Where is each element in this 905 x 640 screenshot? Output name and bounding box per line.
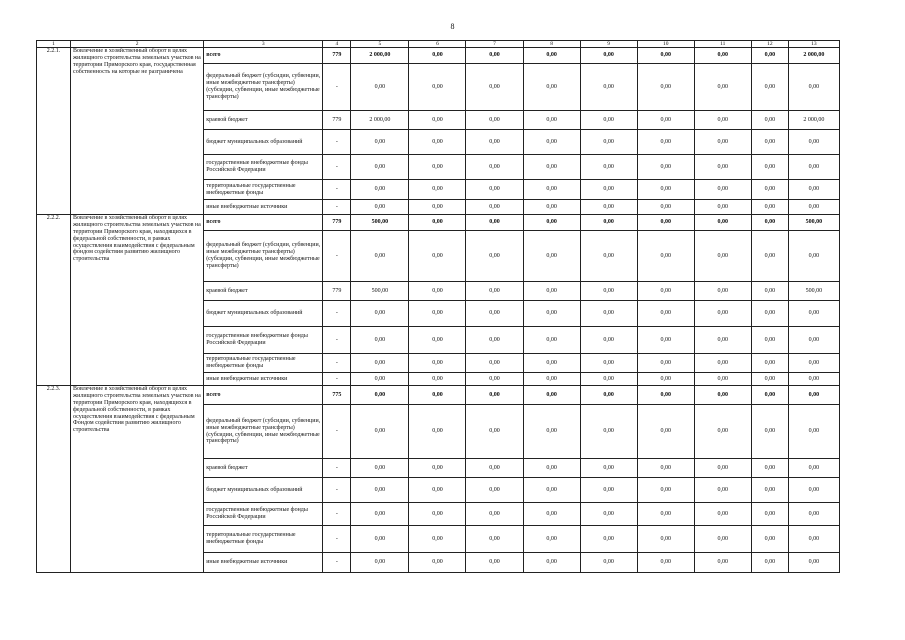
amount-cell: 0,00: [523, 553, 580, 573]
amount-cell: 0,00: [637, 503, 694, 526]
amount-cell: 0,00: [751, 215, 788, 231]
grbs-code: -: [323, 231, 351, 282]
amount-cell: 0,00: [788, 405, 839, 459]
amount-cell: 0,00: [580, 155, 637, 180]
measure-name: Вовлечение в хозяйственный оборот в целях жилищного строительства земельных участков на территории Приморского края, находящихся в федеральной собственности, в рамках осуществления взаимодействия с федеральным Фондом содействия развитию жилищного строительства: [71, 386, 204, 573]
amount-cell: 0,00: [637, 526, 694, 553]
amount-cell: 0,00: [580, 48, 637, 64]
column-number-7: 7: [466, 41, 523, 48]
grbs-code: -: [323, 64, 351, 111]
measure-code: 2.2.3.: [37, 386, 71, 573]
amount-cell: 0,00: [466, 130, 523, 155]
funding-source: территориальные государственные внебюджетные фонды: [204, 180, 323, 200]
funding-source: бюджет муниципальных образований: [204, 130, 323, 155]
amount-cell: 0,00: [409, 503, 466, 526]
table-row: [37, 48, 840, 64]
amount-cell: 0,00: [751, 111, 788, 130]
grbs-code: -: [323, 478, 351, 503]
amount-cell: 0,00: [694, 48, 751, 64]
funding-source: краевой бюджет: [204, 111, 323, 130]
amount-cell: 0,00: [637, 64, 694, 111]
amount-cell: 0,00: [466, 200, 523, 215]
amount-cell: 0,00: [580, 503, 637, 526]
amount-cell: 0,00: [466, 48, 523, 64]
grbs-code: -: [323, 373, 351, 386]
grbs-code: 779: [323, 215, 351, 231]
amount-cell: 0,00: [788, 64, 839, 111]
funding-source: территориальные государственные внебюджетные фонды: [204, 526, 323, 553]
amount-cell: 0,00: [637, 215, 694, 231]
amount-cell: 0,00: [580, 64, 637, 111]
measure-code: 2.2.1.: [37, 48, 71, 215]
amount-cell: 0,00: [351, 301, 409, 327]
amount-cell: 0,00: [788, 526, 839, 553]
amount-cell: 0,00: [694, 354, 751, 373]
amount-cell: 0,00: [751, 459, 788, 478]
header-row: [37, 41, 840, 48]
amount-cell: 2 000,00: [788, 111, 839, 130]
amount-cell: 0,00: [351, 155, 409, 180]
amount-cell: 0,00: [580, 215, 637, 231]
amount-cell: 0,00: [637, 553, 694, 573]
amount-cell: 0,00: [351, 231, 409, 282]
amount-cell: 0,00: [523, 282, 580, 301]
table-row: [37, 386, 840, 405]
amount-cell: 0,00: [751, 155, 788, 180]
column-number-9: 9: [580, 41, 637, 48]
amount-cell: 0,00: [788, 130, 839, 155]
amount-cell: 0,00: [694, 373, 751, 386]
amount-cell: 0,00: [751, 64, 788, 111]
amount-cell: 0,00: [751, 354, 788, 373]
amount-cell: 2 000,00: [788, 48, 839, 64]
amount-cell: 0,00: [409, 282, 466, 301]
amount-cell: 0,00: [580, 282, 637, 301]
column-number-13: 13: [788, 41, 839, 48]
amount-cell: 0,00: [409, 354, 466, 373]
amount-cell: 0,00: [409, 553, 466, 573]
measure-name: Вовлечение в хозяйственный оборот в целях жилищного строительства земельных участков на территории Приморского края, находящихся в федеральной собственности, в рамках осуществления взаимодействия с федеральным фондом содействия развитию жилищного строительства: [71, 215, 204, 386]
grbs-code: 779: [323, 111, 351, 130]
funding-source: краевой бюджет: [204, 459, 323, 478]
column-number-2: 2: [71, 41, 204, 48]
column-number-4: 4: [323, 41, 351, 48]
amount-cell: 0,00: [580, 231, 637, 282]
funding-source: иные внебюджетные источники: [204, 553, 323, 573]
amount-cell: 2 000,00: [351, 48, 409, 64]
amount-cell: 0,00: [637, 373, 694, 386]
amount-cell: 0,00: [466, 282, 523, 301]
amount-cell: 0,00: [580, 180, 637, 200]
amount-cell: 0,00: [637, 111, 694, 130]
column-number-3: 3: [204, 41, 323, 48]
amount-cell: 0,00: [751, 526, 788, 553]
amount-cell: 0,00: [751, 553, 788, 573]
amount-cell: 0,00: [694, 130, 751, 155]
grbs-code: -: [323, 405, 351, 459]
grbs-code: -: [323, 180, 351, 200]
amount-cell: 0,00: [694, 180, 751, 200]
amount-cell: 0,00: [637, 301, 694, 327]
amount-cell: 0,00: [637, 282, 694, 301]
amount-cell: 0,00: [694, 553, 751, 573]
amount-cell: 0,00: [580, 553, 637, 573]
amount-cell: 0,00: [409, 215, 466, 231]
amount-cell: 0,00: [580, 386, 637, 405]
amount-cell: 0,00: [637, 386, 694, 405]
grbs-code: -: [323, 327, 351, 354]
amount-cell: 0,00: [351, 386, 409, 405]
column-number-5: 5: [351, 41, 409, 48]
amount-cell: 0,00: [466, 459, 523, 478]
amount-cell: 0,00: [694, 327, 751, 354]
amount-cell: 0,00: [523, 215, 580, 231]
amount-cell: 0,00: [580, 200, 637, 215]
amount-cell: 0,00: [788, 180, 839, 200]
funding-source: всего: [204, 48, 323, 64]
column-number-11: 11: [694, 41, 751, 48]
amount-cell: 0,00: [694, 526, 751, 553]
amount-cell: 0,00: [694, 301, 751, 327]
amount-cell: 0,00: [788, 327, 839, 354]
grbs-code: -: [323, 459, 351, 478]
amount-cell: 0,00: [751, 478, 788, 503]
amount-cell: 500,00: [788, 282, 839, 301]
column-number-12: 12: [751, 41, 788, 48]
amount-cell: 0,00: [351, 180, 409, 200]
amount-cell: 0,00: [409, 155, 466, 180]
funding-source: федеральный бюджет (субсидии, субвенции, иные межбюджетные трансферты) (субсидии, субвенции, иные межбюджетные трансферты): [204, 405, 323, 459]
funding-source: государственные внебюджетные фонды Российской Федерации: [204, 155, 323, 180]
amount-cell: 0,00: [466, 478, 523, 503]
amount-cell: 2 000,00: [351, 111, 409, 130]
amount-cell: 0,00: [580, 111, 637, 130]
amount-cell: 0,00: [580, 354, 637, 373]
amount-cell: 0,00: [523, 64, 580, 111]
amount-cell: 0,00: [580, 459, 637, 478]
funding-source: федеральный бюджет (субсидии, субвенции, иные межбюджетные трансферты) (субсидии, субвенции, иные межбюджетные трансферты): [204, 64, 323, 111]
amount-cell: 0,00: [523, 180, 580, 200]
amount-cell: 0,00: [694, 200, 751, 215]
amount-cell: 0,00: [637, 354, 694, 373]
amount-cell: 0,00: [580, 526, 637, 553]
amount-cell: 0,00: [694, 282, 751, 301]
funding-source: федеральный бюджет (субсидии, субвенции, иные межбюджетные трансферты) (субсидии, субвенции, иные межбюджетные трансферты): [204, 231, 323, 282]
amount-cell: 0,00: [694, 231, 751, 282]
amount-cell: 0,00: [409, 64, 466, 111]
amount-cell: 0,00: [788, 200, 839, 215]
amount-cell: 0,00: [637, 130, 694, 155]
amount-cell: 0,00: [751, 200, 788, 215]
amount-cell: 0,00: [637, 200, 694, 215]
amount-cell: 0,00: [751, 282, 788, 301]
amount-cell: 0,00: [409, 180, 466, 200]
grbs-code: -: [323, 503, 351, 526]
amount-cell: 0,00: [351, 526, 409, 553]
funding-source: бюджет муниципальных образований: [204, 478, 323, 503]
amount-cell: 0,00: [351, 64, 409, 111]
amount-cell: 0,00: [466, 215, 523, 231]
funding-source: всего: [204, 215, 323, 231]
funding-source: иные внебюджетные источники: [204, 200, 323, 215]
amount-cell: 0,00: [466, 301, 523, 327]
amount-cell: 0,00: [580, 301, 637, 327]
amount-cell: 0,00: [523, 526, 580, 553]
grbs-code: -: [323, 130, 351, 155]
amount-cell: 0,00: [694, 405, 751, 459]
amount-cell: 0,00: [409, 48, 466, 64]
amount-cell: 0,00: [466, 503, 523, 526]
amount-cell: 0,00: [409, 459, 466, 478]
grbs-code: 779: [323, 48, 351, 64]
amount-cell: 0,00: [523, 48, 580, 64]
amount-cell: 0,00: [351, 553, 409, 573]
funding-source: территориальные государственные внебюджетные фонды: [204, 354, 323, 373]
amount-cell: 0,00: [751, 373, 788, 386]
amount-cell: 0,00: [580, 405, 637, 459]
amount-cell: 0,00: [751, 405, 788, 459]
amount-cell: 0,00: [637, 327, 694, 354]
funding-source: иные внебюджетные источники: [204, 373, 323, 386]
amount-cell: 0,00: [466, 553, 523, 573]
amount-cell: 0,00: [637, 459, 694, 478]
amount-cell: 0,00: [466, 354, 523, 373]
funding-source: всего: [204, 386, 323, 405]
amount-cell: 0,00: [351, 130, 409, 155]
amount-cell: 0,00: [523, 111, 580, 130]
amount-cell: 0,00: [351, 503, 409, 526]
amount-cell: 0,00: [523, 155, 580, 180]
amount-cell: 0,00: [523, 200, 580, 215]
amount-cell: 0,00: [466, 64, 523, 111]
column-number-1: 1: [37, 41, 71, 48]
grbs-code: -: [323, 301, 351, 327]
amount-cell: 0,00: [751, 301, 788, 327]
grbs-code: -: [323, 526, 351, 553]
amount-cell: 0,00: [466, 405, 523, 459]
amount-cell: 0,00: [523, 301, 580, 327]
amount-cell: 0,00: [523, 327, 580, 354]
amount-cell: 0,00: [580, 373, 637, 386]
grbs-code: -: [323, 200, 351, 215]
amount-cell: 0,00: [637, 231, 694, 282]
amount-cell: 0,00: [751, 48, 788, 64]
amount-cell: 0,00: [580, 327, 637, 354]
amount-cell: 0,00: [409, 301, 466, 327]
amount-cell: 500,00: [351, 282, 409, 301]
amount-cell: 0,00: [409, 111, 466, 130]
amount-cell: 0,00: [637, 478, 694, 503]
amount-cell: 0,00: [788, 553, 839, 573]
amount-cell: 500,00: [351, 215, 409, 231]
amount-cell: 0,00: [523, 503, 580, 526]
amount-cell: 0,00: [637, 405, 694, 459]
amount-cell: 0,00: [466, 111, 523, 130]
measure-name: Вовлечение в хозяйственный оборот в целях жилищного строительства земельных участков на территории Приморского края, государственная собственность на которые не разграничена: [71, 48, 204, 215]
amount-cell: 0,00: [523, 478, 580, 503]
amount-cell: 0,00: [751, 231, 788, 282]
amount-cell: 0,00: [409, 478, 466, 503]
amount-cell: 0,00: [523, 354, 580, 373]
amount-cell: 0,00: [788, 373, 839, 386]
column-number-10: 10: [637, 41, 694, 48]
amount-cell: 0,00: [351, 200, 409, 215]
amount-cell: 0,00: [694, 459, 751, 478]
amount-cell: 0,00: [409, 231, 466, 282]
funding-source: государственные внебюджетные фонды Российской Федерации: [204, 503, 323, 526]
amount-cell: 0,00: [751, 327, 788, 354]
budget-table: [36, 40, 840, 573]
amount-cell: 0,00: [751, 130, 788, 155]
amount-cell: 0,00: [694, 503, 751, 526]
column-number-6: 6: [409, 41, 466, 48]
page-number: 8: [450, 22, 455, 31]
amount-cell: 0,00: [788, 155, 839, 180]
amount-cell: 0,00: [466, 327, 523, 354]
amount-cell: 0,00: [523, 405, 580, 459]
amount-cell: 0,00: [694, 386, 751, 405]
amount-cell: 0,00: [788, 503, 839, 526]
amount-cell: 0,00: [637, 180, 694, 200]
amount-cell: 0,00: [351, 327, 409, 354]
amount-cell: 0,00: [751, 503, 788, 526]
amount-cell: 0,00: [466, 231, 523, 282]
measure-code: 2.2.2.: [37, 215, 71, 386]
amount-cell: 0,00: [694, 478, 751, 503]
amount-cell: 0,00: [788, 301, 839, 327]
funding-source: краевой бюджет: [204, 282, 323, 301]
amount-cell: 0,00: [409, 200, 466, 215]
amount-cell: 0,00: [637, 48, 694, 64]
amount-cell: 0,00: [409, 386, 466, 405]
amount-cell: 0,00: [466, 373, 523, 386]
amount-cell: 0,00: [580, 478, 637, 503]
amount-cell: 0,00: [751, 180, 788, 200]
amount-cell: 0,00: [409, 130, 466, 155]
grbs-code: 775: [323, 386, 351, 405]
amount-cell: 0,00: [788, 231, 839, 282]
amount-cell: 0,00: [523, 459, 580, 478]
amount-cell: 0,00: [523, 231, 580, 282]
funding-source: бюджет муниципальных образований: [204, 301, 323, 327]
amount-cell: 0,00: [580, 130, 637, 155]
amount-cell: 0,00: [694, 215, 751, 231]
amount-cell: 0,00: [351, 405, 409, 459]
amount-cell: 0,00: [523, 373, 580, 386]
grbs-code: -: [323, 354, 351, 373]
column-number-8: 8: [523, 41, 580, 48]
amount-cell: 0,00: [788, 478, 839, 503]
amount-cell: 0,00: [466, 180, 523, 200]
amount-cell: 0,00: [409, 526, 466, 553]
amount-cell: 0,00: [351, 459, 409, 478]
amount-cell: 0,00: [694, 111, 751, 130]
amount-cell: 0,00: [351, 354, 409, 373]
amount-cell: 0,00: [409, 373, 466, 386]
amount-cell: 0,00: [694, 155, 751, 180]
amount-cell: 0,00: [466, 386, 523, 405]
amount-cell: 0,00: [466, 155, 523, 180]
amount-cell: 0,00: [409, 327, 466, 354]
amount-cell: 0,00: [466, 526, 523, 553]
amount-cell: 0,00: [694, 64, 751, 111]
funding-source: государственные внебюджетные фонды Российской Федерации: [204, 327, 323, 354]
amount-cell: 0,00: [637, 155, 694, 180]
amount-cell: 0,00: [351, 373, 409, 386]
amount-cell: 0,00: [788, 459, 839, 478]
amount-cell: 500,00: [788, 215, 839, 231]
amount-cell: 0,00: [788, 354, 839, 373]
amount-cell: 0,00: [523, 386, 580, 405]
amount-cell: 0,00: [351, 478, 409, 503]
amount-cell: 0,00: [409, 405, 466, 459]
amount-cell: 0,00: [751, 386, 788, 405]
grbs-code: 779: [323, 282, 351, 301]
amount-cell: 0,00: [523, 130, 580, 155]
table-row: [37, 215, 840, 231]
grbs-code: -: [323, 155, 351, 180]
grbs-code: -: [323, 553, 351, 573]
amount-cell: 0,00: [788, 386, 839, 405]
